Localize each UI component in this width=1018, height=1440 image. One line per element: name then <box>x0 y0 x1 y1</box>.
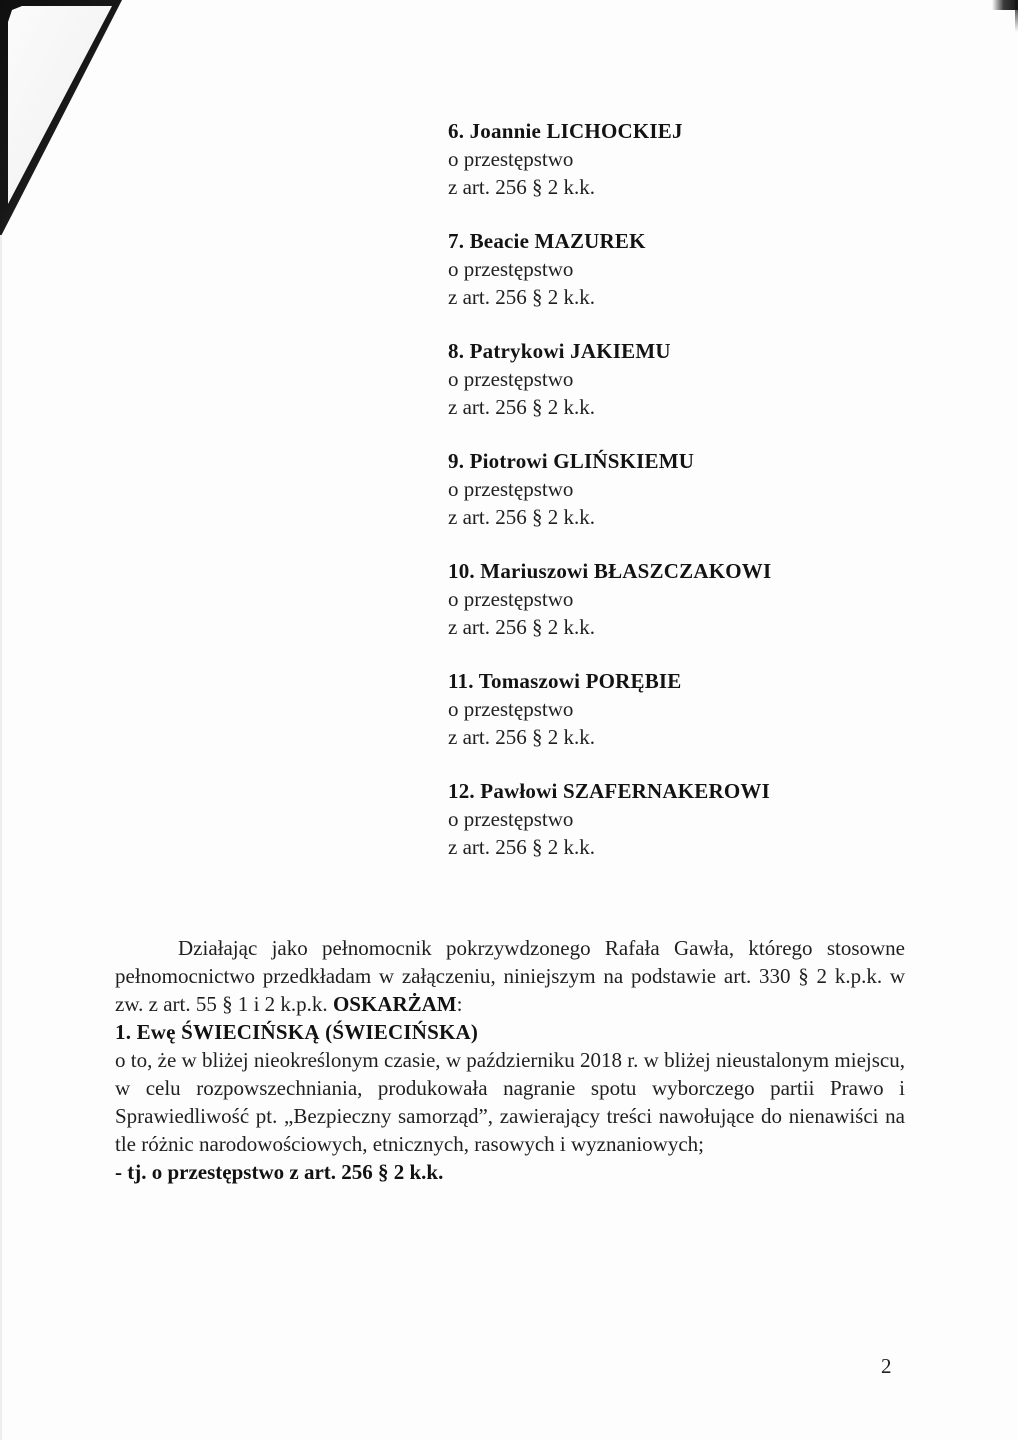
charge-article-line: z art. 256 § 2 k.k. <box>448 175 595 199</box>
charge-article-line: z art. 256 § 2 k.k. <box>448 725 595 749</box>
legal-qualification-line: - tj. o przestępstwo z art. 256 § 2 k.k. <box>115 1160 444 1184</box>
intro-paragraph <box>115 934 905 1018</box>
charge-article-line: z art. 256 § 2 k.k. <box>448 285 595 309</box>
charge-article-line: z art. 256 § 2 k.k. <box>448 615 595 639</box>
intro-colon: : <box>456 992 463 1016</box>
charge-item <box>448 117 771 201</box>
charge-item <box>448 227 771 311</box>
charge-offense-line: o przestępstwo <box>448 697 574 721</box>
charge-offense-line: o przestępstwo <box>448 147 574 171</box>
intro-text: Działając jako pełnomocnik pokrzywdzonego Rafała Gawła, którego stosowne pełnomocnictwo przedkładam w załączeniu, niniejszym na podstawie art. 330 § 2 k.p.k. w zw. z art. 55 § 1 i 2 k.p.k. <box>115 936 905 1016</box>
charge-article-line: z art. 256 § 2 k.k. <box>448 395 595 419</box>
charge-item <box>448 777 771 861</box>
charge-list <box>448 117 771 887</box>
charge-recipient-name: 6. Joannie LICHOCKIEJ <box>448 119 683 143</box>
scan-left-edge-shadow <box>0 235 2 1440</box>
accusation-paragraph: o to, że w bliżej nieokreślonym czasie, w październiku 2018 r. w bliżej nieustalonym miejscu, w celu rozpowszechniania, produkowała nagranie spotu wyborczego partii Prawo i Sprawiedliwość pt. „Bezpieczny samorząd”, zawierający treści nawołujące do nienawiści na tle różnic narodowościowych, etnicznych, rasowych i wyznaniowych; <box>115 1048 905 1156</box>
accused-heading: 1. Ewę ŚWIECIŃSKĄ (ŚWIECIŃSKA) <box>115 1020 479 1044</box>
charge-recipient-name: 8. Patrykowi JAKIEMU <box>448 339 671 363</box>
charge-item <box>448 337 771 421</box>
charge-article-line: z art. 256 § 2 k.k. <box>448 505 595 529</box>
charge-offense-line: o przestępstwo <box>448 587 574 611</box>
scan-corner-artifact <box>0 0 132 242</box>
charge-article-line: z art. 256 § 2 k.k. <box>448 835 595 859</box>
charge-recipient-name: 7. Beacie MAZUREK <box>448 229 646 253</box>
charge-offense-line: o przestępstwo <box>448 477 574 501</box>
charge-recipient-name: 9. Piotrowi GLIŃSKIEMU <box>448 449 695 473</box>
oskarzam-emphasis: OSKARŻAM <box>332 992 457 1016</box>
document-body <box>115 934 905 1186</box>
charge-recipient-name: 10. Mariuszowi BŁASZCZAKOWI <box>448 559 772 583</box>
charge-item <box>448 447 771 531</box>
page-number: 2 <box>881 1354 892 1378</box>
charge-recipient-name: 12. Pawłowi SZAFERNAKEROWI <box>448 779 770 803</box>
charge-offense-line: o przestępstwo <box>448 257 574 281</box>
charge-offense-line: o przestępstwo <box>448 367 574 391</box>
charge-offense-line: o przestępstwo <box>448 807 574 831</box>
charge-item <box>448 557 771 641</box>
charge-recipient-name: 11. Tomaszowi PORĘBIE <box>448 669 682 693</box>
charge-item <box>448 667 771 751</box>
